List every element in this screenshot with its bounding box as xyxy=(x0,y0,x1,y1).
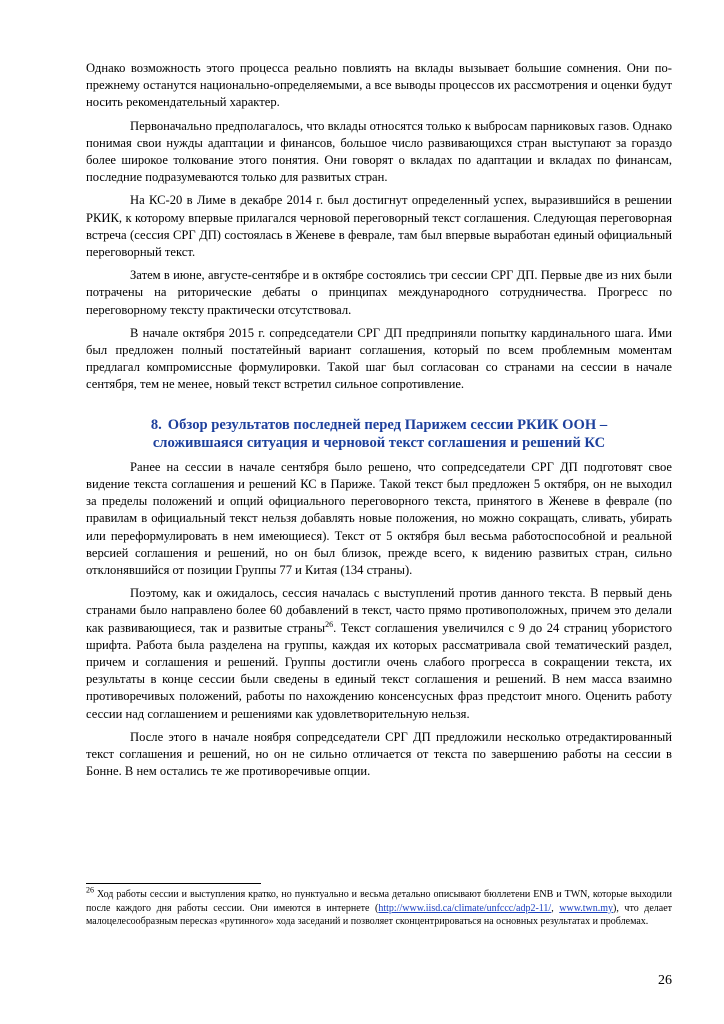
paragraph: Однако возможность этого процесса реально повлиять на вклады вызывает большие сомнения. Они по-прежнему останутся национально-определяемыми, а все выводы процессов их рассмотрения и оценки будут носить рекомендательный характер. xyxy=(86,61,672,110)
footnote-text: Ход работы сессии и выступления кратко, но пунктуально и весьма детально описывают бюллетени ENB и TWN, которые выходили после каждого дня работы сессии. Они имеются в интернете ( xyxy=(86,889,672,914)
footnote-text-end: ), что делает малоцелесообразным пересказ «рутинного» хода заседаний и позволяет сконцентрироваться на основных результатах и проблемах. xyxy=(86,902,673,928)
paragraph xyxy=(86,585,672,723)
footnote-link-iisd[interactable]: http://www.iisd.ca/climate/unfccc/adp2-11/ xyxy=(378,902,552,914)
footnote xyxy=(86,885,673,929)
section-title-line-2: сложившаяся ситуация и черновой текст соглашения и решений КС xyxy=(152,435,606,452)
section-number: 8. xyxy=(150,416,162,433)
section-heading xyxy=(86,416,672,453)
section-title-line-1: Обзор результатов последней перед Парижем сессии РКИК ООН – xyxy=(167,416,608,433)
page-number: 26 xyxy=(658,973,672,988)
paragraph-part: . Текст соглашения увеличился с 9 до 24 страниц убористого шрифта. Работа была разделена на группы, каждая их которых рассматривала свой тематический раздел, причем и соглашения и решений. Группы достигли очень слабого прогресса в сокращении текста, их результаты в конце сессии были сведены в единый текст соглашения и решений. В нем масса взаимно противоречивых положений, работы по нахождению консенсусных фраз предстоит много. Оценить работу сессии над соглашением и решениями как удовлетворительную нельзя. xyxy=(86,620,672,721)
paragraph: На КС-20 в Лиме в декабре 2014 г. был достигнут определенный успех, выразившийся в решении РКИК, к которому впервые прилагался черновой переговорный текст соглашения. Следующая переговорная встреча (сессия СРГ ДП) состоялась в Женеве в феврале, там был впервые выработан единый официальный переговорный текст. xyxy=(86,193,672,260)
paragraph: После этого в начале ноября сопредседатели СРГ ДП предложили несколько отредактированный текст соглашения и решений, но он не сильно отличается от текста по завершению работы на сессии в Бонне. В нем остались те же противоречивые опции. xyxy=(86,729,672,779)
paragraph: В начале октября 2015 г. сопредседатели СРГ ДП предприняли попытку кардинального шага. Ими был предложен полный постатейный вариант соглашения, который по всем проблемным моментам предлагал компромиссные формулировки. Такой шаг был согласован со странами на сессии в начале сентября, тем не менее, новый текст встретил сильное сопротивление. xyxy=(86,325,672,392)
paragraph: Ранее на сессии в начале сентября было решено, что сопредседатели СРГ ДП подготовят свое видение текста соглашения и решений КС в Париже. Такой текст был предложен 5 октября, он не выходил за пределы положений и опций официального переговорного текста, принятого в Женеве в феврале (по правилам в официальный текст нельзя добавлять новые положения, но можно сокращать, сливать, убирать или переформулировать в нем имеющиеся). Текст от 5 октября был весьма работоспособной и реальной версией соглашения и решений, но он был близок, прежде всего, к видению развитых стран, сильно отклонявшийся от позиции Группы 77 и Китая (134 страны). xyxy=(86,459,672,578)
body-text xyxy=(86,60,672,787)
footnote-separator: , xyxy=(551,902,560,914)
footnote-reference[interactable]: 26 xyxy=(325,619,334,629)
paragraph: Первоначально предполагалось, что вклады относятся только к выбросам парниковых газов. Однако понимая свои нужды адаптации и финансов, большое число развивающихся стран выступают за гораздо более широкое толкование этого понятия. Они говорят о вкладах по адаптации и вкладах по финансам, последние подразумеваются только для развитых стран. xyxy=(86,118,672,185)
footnote-link-twn[interactable]: www.twn.my xyxy=(559,902,614,914)
paragraph-part: Поэтому, как и ожидалось, сессия началась с выступлений против данного текста. В первый день странами было направлено более 60 добавлений в текст, часто прямо противоположных, причем это делали как развивающиеся, так и развитые страны xyxy=(86,586,672,635)
footnote-number: 26 xyxy=(86,885,94,895)
paragraph: Затем в июне, августе-сентябре и в октябре состоялись три сессии СРГ ДП. Первые две из них были потрачены на риторические дебаты о принципах международного сотрудничества. Прогресс по переговорному тексту практически отсутствовал. xyxy=(86,268,672,317)
footnote-divider xyxy=(86,883,261,884)
